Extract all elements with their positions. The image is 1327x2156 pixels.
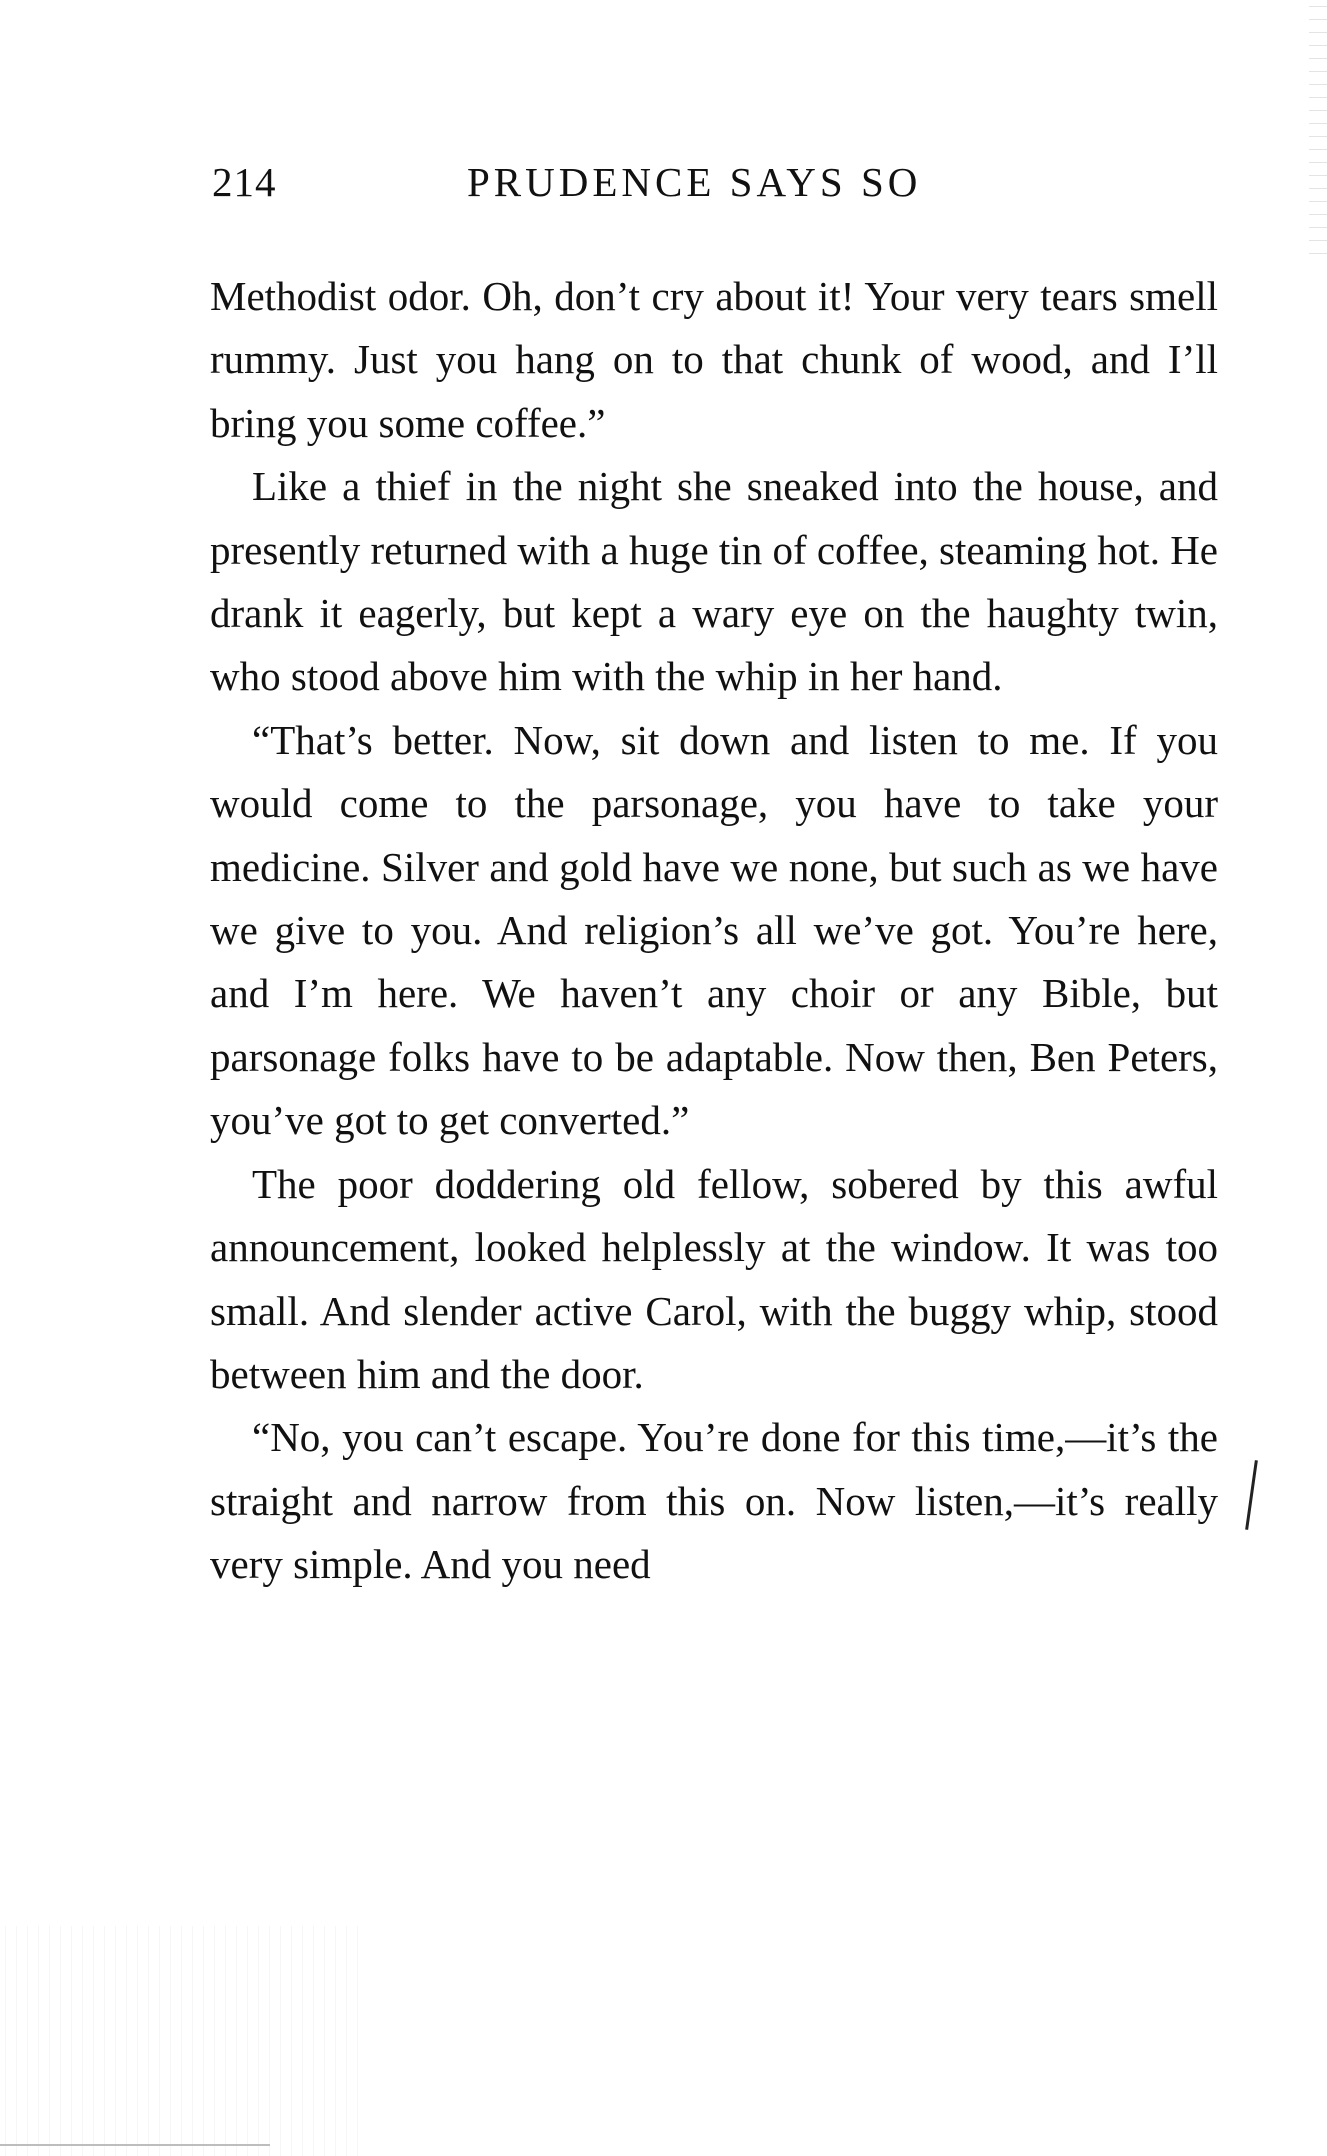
running-title: PRUDENCE SAYS SO bbox=[467, 159, 922, 205]
page-number: 214 bbox=[212, 159, 277, 205]
body-text bbox=[210, 265, 1218, 1597]
page-header bbox=[212, 158, 1222, 218]
paragraph: Like a thief in the night she sneaked into the house, and presently returned with a huge tin of coffee, steaming hot. He drank it eagerly, but kept a wary eye on the haughty twin, who stood above him with the whip in her hand. bbox=[210, 463, 1218, 700]
scan-edge-artifact bbox=[1309, 0, 1327, 260]
paragraph: “No, you can’t escape. You’re done for this time,—it’s the straight and narrow from this on. Now listen,—it’s really very simple. And you need bbox=[210, 1414, 1218, 1588]
scan-bottom-line bbox=[0, 2144, 270, 2146]
margin-pencil-mark bbox=[1245, 1460, 1258, 1530]
paragraph: Methodist odor. Oh, don’t cry about it! Your very tears smell rummy. Just you hang on to that chunk of wood, and I’ll bring you some coffee.” bbox=[210, 273, 1218, 446]
paragraph: “That’s better. Now, sit down and listen to me. If you would come to the parsonage, you have to take your medicine. Silver and gold have we none, but such as we have we give to you. And religion’s all we’ve got. You’re here, and I’m here. We haven’t any choir or any Bible, but parsonage folks have to be adaptable. Now then, Ben Peters, you’ve got to get converted.” bbox=[210, 716, 1218, 1144]
paragraph: The poor doddering old fellow, sobered by this awful announcement, looked helplessly at the window. It was too small. And slender active Carol, with the buggy whip, stood between him and the door. bbox=[210, 1160, 1218, 1397]
scan-corner-artifact bbox=[0, 1926, 360, 2156]
